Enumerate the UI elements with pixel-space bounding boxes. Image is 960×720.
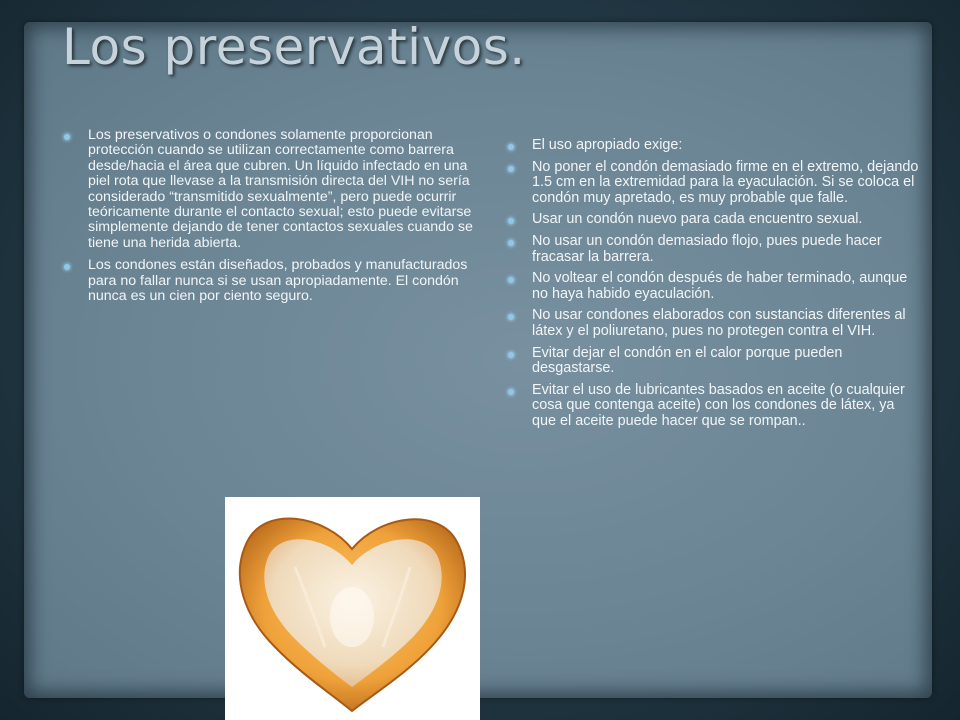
list-item xyxy=(64,258,474,304)
bullet-icon xyxy=(508,144,514,150)
bullet-icon xyxy=(508,314,514,320)
list-item-text: Evitar dejar el condón en el calor porque pueden desgastarse. xyxy=(532,344,843,377)
bullet-icon xyxy=(508,277,514,283)
bullet-icon xyxy=(508,166,514,172)
list-item-text: Los preservativos o condones solamente proporcionan protección cuando se utilizan correctamente como barrera desde/hacia el área que cubren. Un líquido infectado en una piel rota que llevase a la transmisión directa del VIH no sería considerado “transmitido sexualmente”, pero puede ocurrir teóricamente durante el contacto sexual; esto puede evitarse simplemente dejando de tener contactos sexuales cuando se tiene una herida abierta. xyxy=(88,127,473,251)
list-item-text: El uso apropiado exige: xyxy=(532,137,683,153)
list-item-text: Los condones están diseñados, probados y manufacturados para no fallar nunca si se usan apropiadamente. El condón nunca es un cien por ciento seguro. xyxy=(88,257,468,305)
bullet-icon xyxy=(508,352,514,358)
list-item-text: No usar condones elaborados con sustancias diferentes al látex y el poliuretano, pues no protegen contra el VIH. xyxy=(532,307,906,339)
list-item-text: No usar un condón demasiado flojo, pues puede hacer fracasar la barrera. xyxy=(532,232,882,265)
list-item xyxy=(508,234,920,265)
left-bullet-list xyxy=(64,128,474,311)
list-item xyxy=(508,160,920,207)
list-item xyxy=(508,308,920,339)
bullet-icon xyxy=(508,389,514,395)
bullet-icon xyxy=(508,240,514,246)
list-item xyxy=(508,271,920,302)
list-item xyxy=(508,383,920,430)
slide-title: Los preservativos. xyxy=(62,18,526,76)
right-bullet-list xyxy=(508,138,920,436)
list-item xyxy=(508,212,920,228)
list-item-text: Usar un condón nuevo para cada encuentro sexual. xyxy=(532,211,863,228)
heart-condom-image xyxy=(225,497,480,720)
list-item-text: No poner el condón demasiado firme en el extremo, dejando 1.5 cm en la extremidad para la eyaculación. Si se coloca el condón muy apretado, es muy probable que falle. xyxy=(532,158,919,206)
list-item xyxy=(64,128,474,251)
bullet-icon xyxy=(64,134,70,140)
list-item-text: Evitar el uso de lubricantes basados en aceite (o cualquier cosa que contenga aceite) con los condones de látex, ya que el aceite puede hacer que se rompan.. xyxy=(532,381,905,429)
bullet-icon xyxy=(64,264,70,270)
bullet-icon xyxy=(508,218,514,224)
list-item-text: No voltear el condón después de haber terminado, aunque no haya habido eyaculación. xyxy=(532,270,908,302)
list-item xyxy=(508,346,920,377)
heart-shaped-condom-icon xyxy=(225,497,480,720)
list-item xyxy=(508,138,920,154)
